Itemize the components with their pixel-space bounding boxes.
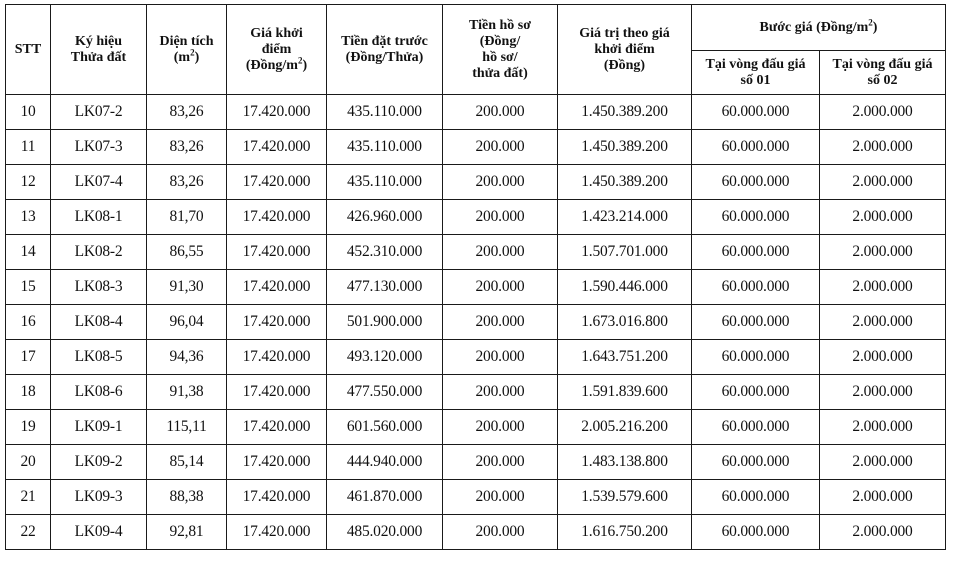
cell-vong-01: 60.000.000 (692, 130, 820, 165)
cell-tien-dat-truoc: 461.870.000 (327, 480, 443, 515)
table-row (6, 410, 946, 445)
cell-gia-khoi-diem: 17.420.000 (227, 515, 327, 550)
cell-tien-ho-so: 200.000 (443, 480, 558, 515)
cell-tien-dat-truoc: 485.020.000 (327, 515, 443, 550)
cell-gia-tri: 1.673.016.800 (558, 305, 692, 340)
header-stt: STT (6, 5, 51, 95)
cell-dien-tich: 94,36 (147, 340, 227, 375)
header-vong-02: Tại vòng đấu giá số 02 (820, 51, 946, 95)
cell-tien-dat-truoc: 477.550.000 (327, 375, 443, 410)
cell-vong-01: 60.000.000 (692, 95, 820, 130)
table-row (6, 165, 946, 200)
cell-ky-hieu: LK09-3 (51, 480, 147, 515)
cell-stt: 14 (6, 235, 51, 270)
cell-ky-hieu: LK09-2 (51, 445, 147, 480)
cell-gia-tri: 1.643.751.200 (558, 340, 692, 375)
cell-tien-dat-truoc: 435.110.000 (327, 130, 443, 165)
cell-vong-01: 60.000.000 (692, 200, 820, 235)
table-row (6, 340, 946, 375)
cell-stt: 22 (6, 515, 51, 550)
cell-tien-ho-so: 200.000 (443, 235, 558, 270)
cell-gia-khoi-diem: 17.420.000 (227, 130, 327, 165)
header-tien-ho-so: Tiền hồ sơ (Đồng/ hồ sơ/ thửa đất) (443, 5, 558, 95)
table-row (6, 305, 946, 340)
cell-gia-tri: 1.450.389.200 (558, 165, 692, 200)
cell-vong-02: 2.000.000 (820, 305, 946, 340)
cell-gia-tri: 1.590.446.000 (558, 270, 692, 305)
cell-dien-tich: 85,14 (147, 445, 227, 480)
cell-gia-tri: 1.423.214.000 (558, 200, 692, 235)
cell-vong-01: 60.000.000 (692, 165, 820, 200)
cell-tien-dat-truoc: 452.310.000 (327, 235, 443, 270)
table-row (6, 375, 946, 410)
cell-dien-tich: 83,26 (147, 130, 227, 165)
header-tien-dat-truoc: Tiền đặt trước (Đồng/Thửa) (327, 5, 443, 95)
table-row (6, 95, 946, 130)
cell-tien-ho-so: 200.000 (443, 340, 558, 375)
cell-ky-hieu: LK08-3 (51, 270, 147, 305)
cell-vong-01: 60.000.000 (692, 270, 820, 305)
table-row (6, 445, 946, 480)
cell-vong-02: 2.000.000 (820, 165, 946, 200)
cell-gia-khoi-diem: 17.420.000 (227, 200, 327, 235)
cell-stt: 11 (6, 130, 51, 165)
cell-dien-tich: 86,55 (147, 235, 227, 270)
cell-tien-dat-truoc: 444.940.000 (327, 445, 443, 480)
cell-dien-tich: 96,04 (147, 305, 227, 340)
cell-gia-tri: 1.483.138.800 (558, 445, 692, 480)
cell-vong-01: 60.000.000 (692, 445, 820, 480)
cell-gia-khoi-diem: 17.420.000 (227, 95, 327, 130)
table-row (6, 235, 946, 270)
cell-ky-hieu: LK07-3 (51, 130, 147, 165)
cell-vong-02: 2.000.000 (820, 375, 946, 410)
cell-tien-dat-truoc: 493.120.000 (327, 340, 443, 375)
cell-dien-tich: 83,26 (147, 165, 227, 200)
cell-stt: 17 (6, 340, 51, 375)
cell-tien-ho-so: 200.000 (443, 305, 558, 340)
cell-vong-01: 60.000.000 (692, 410, 820, 445)
cell-ky-hieu: LK09-1 (51, 410, 147, 445)
table-row (6, 130, 946, 165)
auction-lot-table-container (5, 4, 946, 550)
cell-vong-02: 2.000.000 (820, 515, 946, 550)
header-gia-khoi-diem: Giá khởi điểm $(Đồng/m^2)$ (227, 5, 327, 95)
cell-gia-tri: 1.450.389.200 (558, 95, 692, 130)
header-ky-hieu: Ký hiệu Thửa đất (51, 5, 147, 95)
cell-tien-dat-truoc: 601.560.000 (327, 410, 443, 445)
cell-ky-hieu: LK07-4 (51, 165, 147, 200)
cell-stt: 18 (6, 375, 51, 410)
cell-stt: 16 (6, 305, 51, 340)
cell-ky-hieu: LK08-5 (51, 340, 147, 375)
cell-gia-khoi-diem: 17.420.000 (227, 480, 327, 515)
cell-tien-ho-so: 200.000 (443, 165, 558, 200)
cell-tien-ho-so: 200.000 (443, 270, 558, 305)
cell-tien-ho-so: 200.000 (443, 515, 558, 550)
cell-tien-dat-truoc: 426.960.000 (327, 200, 443, 235)
header-vong-01: Tại vòng đấu giá số 01 (692, 51, 820, 95)
cell-gia-khoi-diem: 17.420.000 (227, 270, 327, 305)
cell-stt: 20 (6, 445, 51, 480)
table-row (6, 515, 946, 550)
cell-tien-dat-truoc: 435.110.000 (327, 165, 443, 200)
cell-dien-tich: 88,38 (147, 480, 227, 515)
cell-vong-02: 2.000.000 (820, 270, 946, 305)
cell-stt: 21 (6, 480, 51, 515)
table-row (6, 480, 946, 515)
cell-gia-khoi-diem: 17.420.000 (227, 305, 327, 340)
cell-stt: 15 (6, 270, 51, 305)
cell-vong-02: 2.000.000 (820, 410, 946, 445)
cell-ky-hieu: LK07-2 (51, 95, 147, 130)
cell-dien-tich: 91,38 (147, 375, 227, 410)
cell-stt: 13 (6, 200, 51, 235)
cell-vong-02: 2.000.000 (820, 340, 946, 375)
cell-gia-khoi-diem: 17.420.000 (227, 375, 327, 410)
cell-vong-02: 2.000.000 (820, 200, 946, 235)
cell-ky-hieu: LK08-6 (51, 375, 147, 410)
cell-dien-tich: 91,30 (147, 270, 227, 305)
cell-stt: 19 (6, 410, 51, 445)
header-gia-tri: Giá trị theo giá khởi điểm (Đồng) (558, 5, 692, 95)
cell-vong-01: 60.000.000 (692, 235, 820, 270)
cell-dien-tich: 83,26 (147, 95, 227, 130)
cell-vong-02: 2.000.000 (820, 445, 946, 480)
cell-gia-tri: 1.539.579.600 (558, 480, 692, 515)
header-buoc-gia: Bước giá $(Đồng/m^2)$ (692, 5, 946, 51)
table-row (6, 200, 946, 235)
cell-vong-01: 60.000.000 (692, 375, 820, 410)
cell-tien-ho-so: 200.000 (443, 200, 558, 235)
cell-gia-tri: 1.507.701.000 (558, 235, 692, 270)
cell-gia-tri: 1.616.750.200 (558, 515, 692, 550)
cell-ky-hieu: LK08-1 (51, 200, 147, 235)
cell-dien-tich: 115,11 (147, 410, 227, 445)
cell-gia-tri: 1.450.389.200 (558, 130, 692, 165)
cell-vong-01: 60.000.000 (692, 480, 820, 515)
cell-vong-01: 60.000.000 (692, 515, 820, 550)
cell-vong-02: 2.000.000 (820, 480, 946, 515)
cell-tien-ho-so: 200.000 (443, 410, 558, 445)
cell-tien-dat-truoc: 477.130.000 (327, 270, 443, 305)
cell-vong-02: 2.000.000 (820, 130, 946, 165)
cell-ky-hieu: LK08-4 (51, 305, 147, 340)
cell-gia-khoi-diem: 17.420.000 (227, 165, 327, 200)
cell-vong-02: 2.000.000 (820, 235, 946, 270)
cell-tien-dat-truoc: 501.900.000 (327, 305, 443, 340)
cell-gia-khoi-diem: 17.420.000 (227, 410, 327, 445)
cell-gia-khoi-diem: 17.420.000 (227, 445, 327, 480)
cell-tien-ho-so: 200.000 (443, 130, 558, 165)
cell-stt: 12 (6, 165, 51, 200)
cell-gia-tri: 2.005.216.200 (558, 410, 692, 445)
cell-gia-tri: 1.591.839.600 (558, 375, 692, 410)
table-row (6, 270, 946, 305)
cell-stt: 10 (6, 95, 51, 130)
table-body (6, 95, 946, 550)
cell-vong-01: 60.000.000 (692, 340, 820, 375)
cell-tien-dat-truoc: 435.110.000 (327, 95, 443, 130)
cell-tien-ho-so: 200.000 (443, 375, 558, 410)
auction-lot-table (5, 4, 946, 550)
cell-gia-khoi-diem: 17.420.000 (227, 340, 327, 375)
cell-dien-tich: 92,81 (147, 515, 227, 550)
cell-ky-hieu: LK08-2 (51, 235, 147, 270)
cell-vong-01: 60.000.000 (692, 305, 820, 340)
cell-dien-tich: 81,70 (147, 200, 227, 235)
cell-ky-hieu: LK09-4 (51, 515, 147, 550)
cell-gia-khoi-diem: 17.420.000 (227, 235, 327, 270)
header-dien-tich: Diện tích $(m^2)$ (147, 5, 227, 95)
cell-tien-ho-so: 200.000 (443, 95, 558, 130)
cell-tien-ho-so: 200.000 (443, 445, 558, 480)
cell-vong-02: 2.000.000 (820, 95, 946, 130)
